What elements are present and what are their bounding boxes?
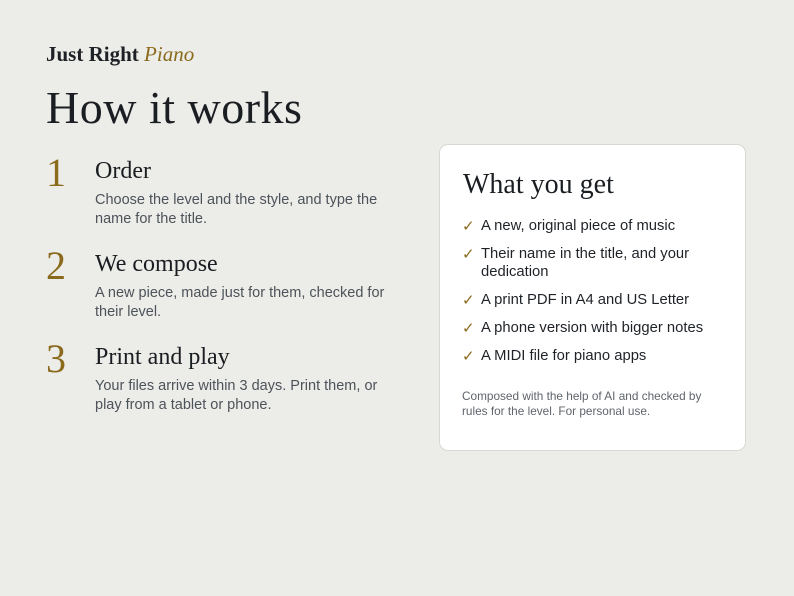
benefit-text: Their name in the title, and your dedication <box>481 246 690 280</box>
benefit-text: A MIDI file for piano apps <box>481 348 647 364</box>
step-title: Print and play <box>95 344 230 370</box>
benefit-item <box>462 291 727 309</box>
brand-logo <box>46 42 194 67</box>
card-title: What you get <box>463 169 614 200</box>
brand-accent: Piano <box>144 42 195 66</box>
check-icon: ✓ <box>462 319 475 337</box>
step-title: We compose <box>95 251 218 277</box>
step-description: A new piece, made just for them, checked for their level. <box>95 285 385 320</box>
check-icon: ✓ <box>462 217 475 235</box>
brand-name: Just Right <box>46 42 139 66</box>
benefit-item <box>462 245 727 281</box>
benefit-item <box>462 217 727 235</box>
check-icon: ✓ <box>462 245 475 263</box>
step-description: Your files arrive within 3 days. Print them, or play from a tablet or phone. <box>95 378 378 413</box>
step-print-and-play <box>46 338 406 431</box>
step-order <box>46 152 406 245</box>
steps-list <box>46 152 406 431</box>
benefit-text: A phone version with bigger notes <box>481 320 704 336</box>
step-description: Choose the level and the style, and type the name for the title. <box>95 192 378 227</box>
benefit-text: A new, original piece of music <box>481 218 676 234</box>
step-title: Order <box>95 158 151 184</box>
what-you-get-card <box>439 144 746 451</box>
check-icon: ✓ <box>462 291 475 309</box>
page-title: How it works <box>46 82 303 133</box>
benefit-item <box>462 347 727 365</box>
card-note: Composed with the help of AI and checked by rules for the level. For personal use. <box>462 389 702 418</box>
benefit-text: A print PDF in A4 and US Letter <box>481 292 690 308</box>
check-icon: ✓ <box>462 347 475 365</box>
benefits-list <box>462 217 727 375</box>
step-compose <box>46 245 406 338</box>
step-number: 3 <box>46 336 66 381</box>
step-number: 1 <box>46 150 66 195</box>
benefit-item <box>462 319 727 337</box>
step-number: 2 <box>46 243 66 288</box>
